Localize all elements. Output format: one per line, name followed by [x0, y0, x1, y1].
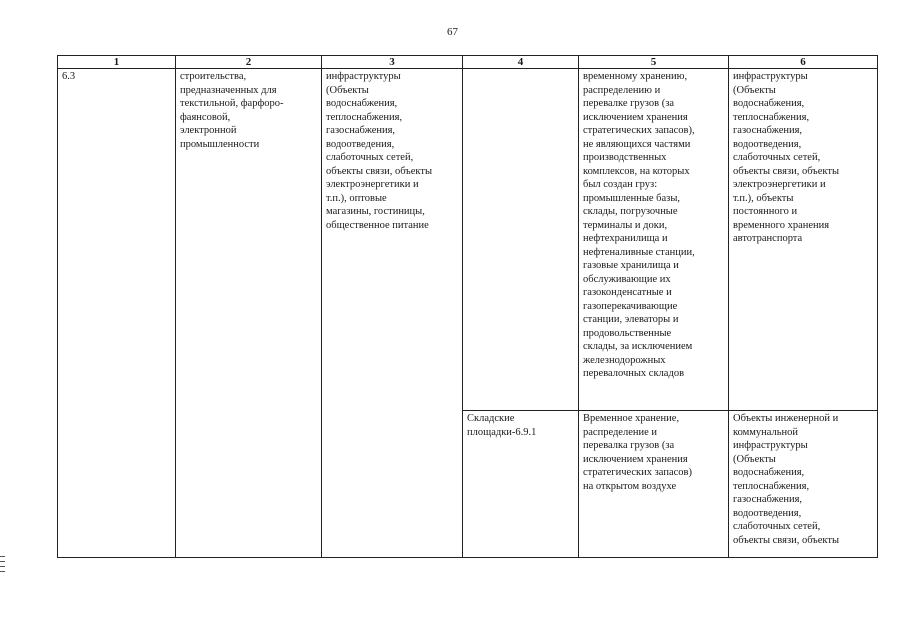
use-description: Временное хранение, распределение и перевалка грузов (за исключением хранения стратегических запасов) на открытом воздухе: [583, 413, 692, 492]
header-col-4: 4: [463, 56, 579, 69]
header-col-2: 2: [176, 56, 322, 69]
header-col-5: 5: [579, 56, 729, 69]
auxiliary-uses: Объекты инженерной и коммунальной инфраструктуры (Объекты водоснабжения, теплоснабжения, газоснабжения, водоотведения, слаботочных сетей, объекты связи, объекты: [733, 413, 840, 546]
zone-code: 6.3: [62, 71, 76, 82]
use-description-cell: [579, 69, 729, 411]
header-col-1: 1: [58, 56, 176, 69]
zone-description: строительства, предназначенных для текстильной, фарфоро- фаянсовой, электронной промышленности: [180, 71, 284, 150]
table-row: [58, 69, 878, 411]
use-type-cell: [463, 411, 579, 558]
auxiliary-uses: инфраструктуры (Объекты водоснабжения, теплоснабжения, газоснабжения, водоотведения, слаботочных сетей, объекты связи, объекты электроэнергетики и т.п.), объекты постоянного и временного хранения автотранспорта: [733, 71, 840, 244]
header-col-3: 3: [322, 56, 463, 69]
land-use-table: [57, 55, 878, 558]
use-description: временному хранению, распределению и перевалке грузов (за исключением хранения стратегических запасов), не являющихся частями производственных комплексов, на которых был создан груз: промышленные базы, склады, погрузочные терминалы и доки, нефтехранилища и нефтеналивные станции, газовые хранилища и обслуживающие их газоконденсатные и газоперекачивающие станции, элеваторы и продовольственные склады, за исключением железнодорожных перевалочных складов: [583, 71, 695, 379]
zone-description-cell: [176, 69, 322, 558]
header-col-6: 6: [729, 56, 878, 69]
use-type-cell: [463, 69, 579, 411]
use-description-cell: [579, 411, 729, 558]
auxiliary-uses-cell: [729, 411, 878, 558]
header-row: [58, 56, 878, 69]
page-number: 67: [447, 26, 458, 38]
conditional-uses-cell: [322, 69, 463, 558]
use-type: Складские площадки-6.9.1: [467, 413, 537, 438]
conditional-uses: инфраструктуры (Объекты водоснабжения, теплоснабжения, газоснабжения, водоотведения, слаботочных сетей, объекты связи, объекты электроэнергетики и т.п.), оптовые магазины, гостиницы, общественное питание: [326, 71, 433, 231]
margin-marks: [0, 556, 6, 586]
zone-code-cell: [58, 69, 176, 558]
auxiliary-uses-cell: [729, 69, 878, 411]
